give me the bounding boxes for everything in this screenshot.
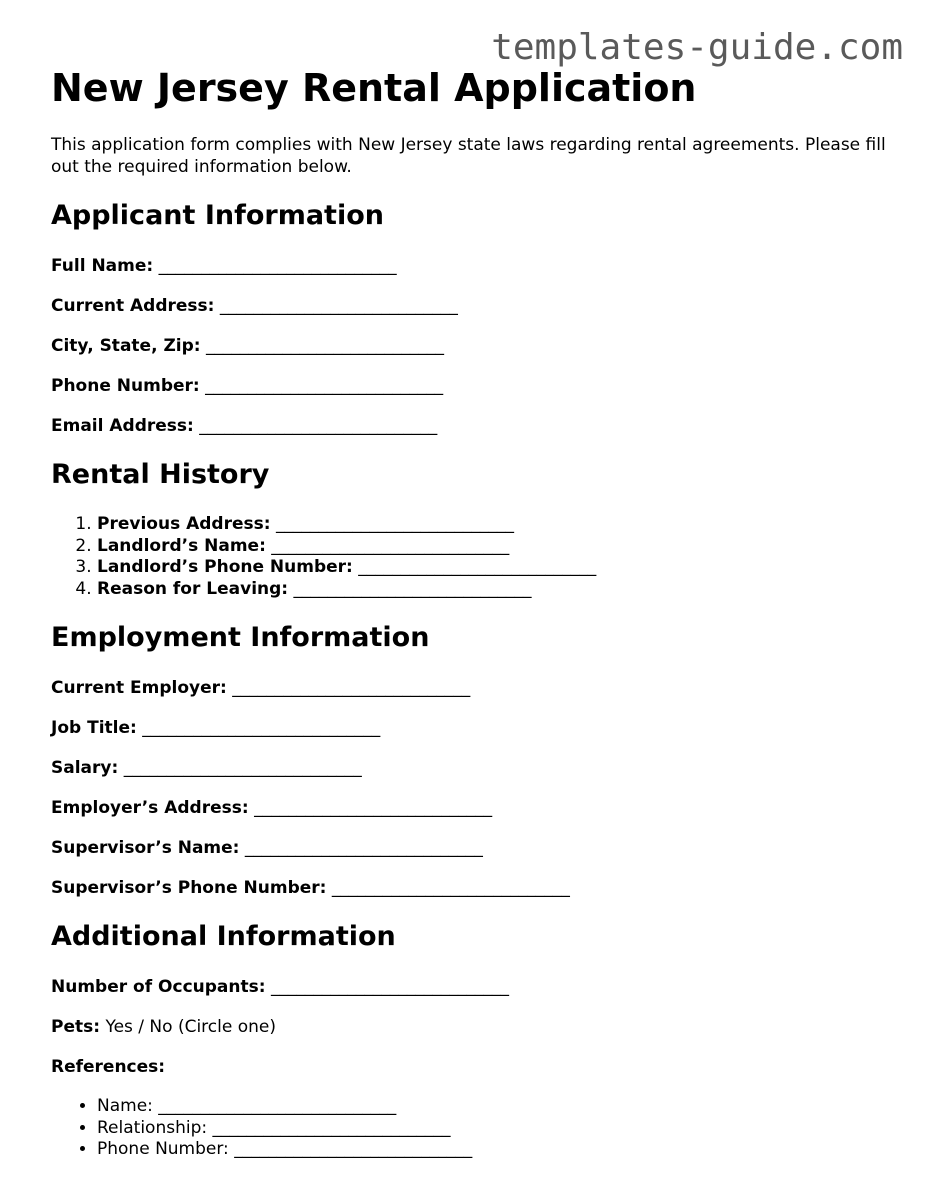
blank-line: ____________________________	[275, 514, 514, 534]
list-item[interactable]	[97, 514, 596, 536]
blank-line: ____________________________	[123, 758, 362, 778]
field-label: Relationship:	[97, 1117, 208, 1138]
field-label: Current Employer:	[51, 678, 227, 698]
field-label: Pets:	[51, 1017, 101, 1037]
list-item[interactable]	[97, 1139, 472, 1161]
pets-options: Yes / No (Circle one)	[105, 1017, 276, 1037]
list-item[interactable]	[97, 536, 596, 558]
list-item[interactable]	[97, 579, 596, 601]
field-job-title[interactable]	[51, 717, 380, 739]
field-full-name[interactable]	[51, 255, 397, 277]
blank-line: ____________________________	[232, 678, 471, 698]
field-label: Phone Number:	[97, 1139, 229, 1160]
field-current-address[interactable]	[51, 295, 458, 317]
section-heading-employment: Employment Information	[51, 622, 430, 653]
list-item[interactable]	[97, 1118, 472, 1140]
field-city-state-zip[interactable]	[51, 335, 444, 357]
field-label: Employer’s Address:	[51, 798, 249, 818]
blank-line: ____________________________	[270, 977, 509, 997]
section-heading-additional: Additional Information	[51, 921, 396, 952]
intro-text: This application form complies with New Jersey state laws regarding rental agreements. Please fill out the required information below.	[51, 135, 886, 177]
blank-line: ____________________________	[244, 838, 483, 858]
field-supervisor-phone[interactable]	[51, 877, 570, 899]
list-item[interactable]	[97, 557, 596, 579]
blank-line: ____________________________	[158, 1096, 397, 1116]
field-label: Name:	[97, 1096, 153, 1116]
blank-line: ____________________________	[205, 336, 444, 356]
field-label: Number of Occupants:	[51, 977, 266, 997]
section-heading-applicant: Applicant Information	[51, 200, 384, 231]
field-label: Supervisor’s Name:	[51, 838, 240, 858]
field-label: Current Address:	[51, 296, 215, 316]
blank-line: ____________________________	[205, 376, 444, 396]
field-label: Salary:	[51, 758, 119, 778]
page-title: New Jersey Rental Application	[51, 66, 697, 110]
blank-line: ____________________________	[158, 256, 397, 276]
field-pets[interactable]	[51, 1016, 276, 1038]
references-label	[51, 1056, 165, 1078]
field-label: Full Name:	[51, 256, 154, 276]
field-label: Previous Address:	[97, 514, 271, 534]
field-phone-number[interactable]	[51, 375, 443, 397]
rental-history-list	[51, 514, 596, 601]
field-supervisor-name[interactable]	[51, 837, 483, 859]
field-salary[interactable]	[51, 757, 362, 779]
list-item[interactable]	[97, 1096, 472, 1118]
field-label: Supervisor’s Phone Number:	[51, 878, 327, 898]
field-employer-address[interactable]	[51, 797, 492, 819]
watermark: templates-guide.com	[491, 27, 903, 68]
blank-line: ____________________________	[142, 718, 381, 738]
references-list	[51, 1096, 472, 1161]
blank-line: ____________________________	[271, 535, 510, 556]
field-label: Landlord’s Name:	[97, 535, 266, 556]
blank-line: ____________________________	[212, 1117, 451, 1138]
field-number-of-occupants[interactable]	[51, 976, 509, 998]
field-label: Landlord’s Phone Number:	[97, 557, 353, 578]
field-label: Phone Number:	[51, 376, 200, 396]
blank-line: ____________________________	[358, 557, 597, 578]
blank-line: ____________________________	[234, 1139, 473, 1160]
field-label: City, State, Zip:	[51, 336, 201, 356]
field-label: References:	[51, 1057, 166, 1077]
field-label: Email Address:	[51, 416, 194, 436]
blank-line: ____________________________	[293, 579, 532, 600]
field-label: Job Title:	[51, 718, 137, 738]
blank-line: ____________________________	[254, 798, 493, 818]
field-current-employer[interactable]	[51, 677, 470, 699]
field-email-address[interactable]	[51, 415, 437, 437]
blank-line: ____________________________	[219, 296, 458, 316]
blank-line: ____________________________	[331, 878, 570, 898]
section-heading-rental-history: Rental History	[51, 459, 270, 490]
field-label: Reason for Leaving:	[97, 579, 289, 600]
blank-line: ____________________________	[199, 416, 438, 436]
